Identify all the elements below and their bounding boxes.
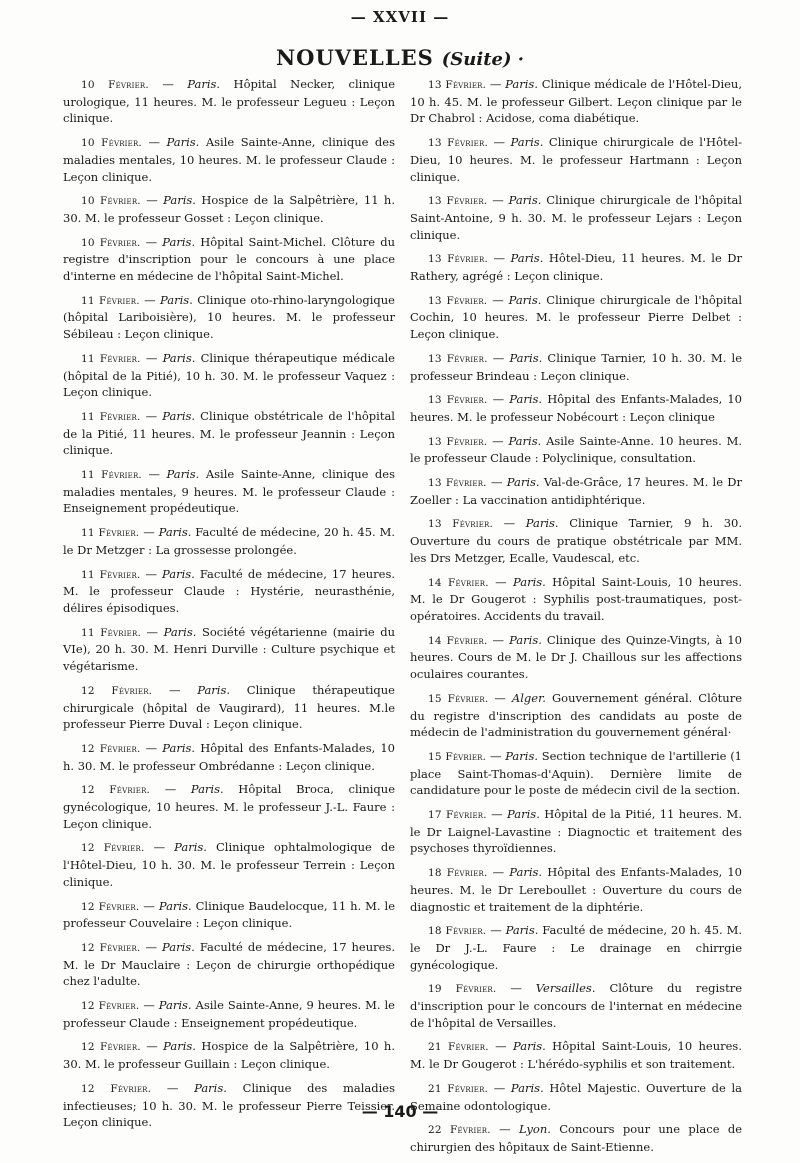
entry-text: Hôtel Majestic. Ouverture de la Semaine odontologique. bbox=[410, 1080, 743, 1113]
entry-city: Paris. bbox=[162, 939, 195, 954]
entry-date: 18 Février. bbox=[428, 925, 487, 938]
entry-city: Paris. bbox=[505, 77, 538, 91]
entry-date: 12 Février. bbox=[81, 900, 140, 913]
entry-text: Hôtel-Dieu, 11 heures. M. le Dr Rathery, agrégé : Leçon clinique. bbox=[410, 251, 742, 284]
news-entry: 13 Février. — Paris. Clinique Tarnier, 9 h. 30. Ouverture du cours de pratique obstétricale par MM. les Drs Metzger, Ecalle, Vaudescal, etc. bbox=[410, 516, 743, 565]
news-entry: 10 Février. — Paris. Hôpital Saint-Michel. Clôture du registre d'inscription pour le concours à une place d'interne en médecine de l'hôpital Saint-Michel. bbox=[63, 234, 395, 284]
entry-city: Paris. bbox=[508, 433, 542, 448]
page-heading bbox=[0, 45, 800, 70]
entry-city: Paris. bbox=[505, 923, 539, 938]
entry-city: Paris. bbox=[166, 467, 200, 482]
entry-text: Asile Sainte-Anne, clinique des maladies mentales, 10 heures. M. le professeur Claude : Leçon clinique. bbox=[63, 135, 395, 184]
entry-date: 13 Février. bbox=[428, 294, 488, 307]
entry-text: Hôpital des Enfants-Malades, 10 heures. M. le professeur Nobécourt : Leçon clinique bbox=[410, 392, 742, 424]
entry-date: 13 Février. bbox=[428, 518, 494, 531]
entry-date: 11 Février. bbox=[81, 294, 140, 307]
entry-city: Paris. bbox=[163, 624, 197, 639]
entry-city: Paris. bbox=[508, 193, 542, 208]
entry-city: Paris. bbox=[160, 292, 193, 307]
entry-city: Paris. bbox=[194, 1080, 227, 1095]
entry-date: 14 Février. bbox=[428, 576, 489, 589]
roman-page-number: — XXVII — bbox=[350, 8, 450, 26]
news-entry: 12 Février. — Paris. Asile Sainte-Anne, 9 heures. M. le professeur Claude : Enseignement propédeutique. bbox=[63, 998, 395, 1030]
entry-text: Faculté de médecine, 17 heures. M. le Dr Mauclaire : Leçon de chirurgie orthopédique chez l'adulte. bbox=[63, 939, 396, 989]
entry-city: Paris. bbox=[162, 408, 196, 423]
entry-city: Lyon. bbox=[518, 1122, 551, 1137]
news-entry: 12 Février. — Paris. Hôpital des Enfants-Malades, 10 h. 30. M. le professeur Ombrédanne : Leçon clinique. bbox=[63, 740, 395, 773]
entry-city: Paris. bbox=[174, 840, 207, 855]
entry-city: Paris. bbox=[158, 998, 192, 1013]
entry-date: 18 Février. bbox=[428, 867, 488, 880]
entry-date: 12 Février. bbox=[81, 842, 145, 855]
news-entry: 15 Février. — Alger. Gouvernement général. Clôture du registre d'inscription des candidats au poste de médecin de l'administration du gouvernement général· bbox=[410, 690, 743, 740]
entry-city: Paris. bbox=[510, 135, 544, 150]
left-column bbox=[63, 76, 395, 1138]
entry-city: Paris. bbox=[162, 234, 196, 249]
entry-text: Asile Sainte-Anne. 10 heures. M. le professeur Claude : Polyclinique, consultation. bbox=[410, 433, 742, 466]
entry-date: 10 Février. bbox=[81, 236, 141, 249]
entry-text: Gouvernement général. Clôture du registre d'inscription des candidats au poste de médecin de l'administration du gouvernement général· bbox=[410, 690, 743, 740]
entry-city: Paris. bbox=[197, 682, 231, 697]
heading-title: NOUVELLES bbox=[275, 45, 434, 70]
entry-date: 12 Février. bbox=[81, 941, 141, 954]
news-entry: 13 Février. — Paris. Clinique Tarnier, 10 h. 30. M. le professeur Brindeau : Leçon clinique. bbox=[410, 350, 742, 383]
news-entry: 12 Février. — Paris. Faculté de médecine, 17 heures. M. le Dr Mauclaire : Leçon de chirurgie orthopédique chez l'adulte. bbox=[63, 939, 396, 989]
entry-date: 11 Février. bbox=[81, 469, 142, 482]
entry-city: Paris. bbox=[163, 1039, 196, 1054]
entry-text: Société végétarienne (mairie du VIe), 20 h. 30. M. Henri Durville : Culture psychique et végétarisme. bbox=[63, 624, 395, 674]
entry-text: Hospice de la Salpêtrière, 10 h. 30. M. le professeur Guillain : Leçon clinique. bbox=[63, 1039, 395, 1072]
news-entry: 19 Février. — Versailles. Clôture du registre d'inscription pour le concours de l'internat en médecine de l'hôpital de Versailles. bbox=[410, 981, 742, 1030]
news-entry: 11 Février. — Paris. Clinique oto-rhino-laryngologique (hôpital Lariboisière), 10 heures. M. le professeur Sébileau : Leçon clinique. bbox=[63, 292, 395, 342]
entry-date: 13 Février. bbox=[428, 79, 487, 91]
news-entry: 22 Février. — Lyon. Concours pour une place de chirurgien des hôpitaux de Saint-Etienne. bbox=[410, 1122, 743, 1154]
news-entry: 11 Février. — Paris. Asile Sainte-Anne, clinique des maladies mentales, 9 heures. M. le professeur Claude : Enseignement propédeutique. bbox=[63, 467, 395, 516]
news-entry: 12 Février. — Paris. Clinique des maladies infectieuses; 10 h. 30. M. le professeur Pierre Teissier. Leçon clinique. bbox=[63, 1080, 395, 1130]
news-entry: 12 Février. — Paris. Clinique Baudelocque, 11 h. M. le professeur Couvelaire : Leçon clinique. bbox=[63, 898, 396, 931]
news-entry: 13 Février. — Paris. Clinique chirurgicale de l'Hôtel-Dieu, 10 heures. M. le professeur Hartmann : Leçon clinique. bbox=[410, 135, 742, 184]
news-entry: 13 Février. — Paris. Clinique chirurgicale de l'hôpital Cochin, 10 heures. M. le professeur Pierre Delbet : Leçon clinique. bbox=[410, 292, 743, 342]
news-entry: 11 Février. — Paris. Faculté de médecine, 17 heures. M. le professeur Claude : Hystérie, neurasthénie, délires épisodiques. bbox=[63, 566, 396, 615]
entry-text: Hôpital Necker, clinique urologique, 11 heures. M. le professeur Legueu : Leçon clinique. bbox=[63, 77, 395, 126]
entry-date: 21 Février. bbox=[428, 1041, 489, 1054]
news-entry: 11 Février. — Paris. Société végétarienne (mairie du VIe), 20 h. 30. M. Henri Durville : Culture psychique et végétarisme. bbox=[63, 624, 395, 674]
news-entry: 11 Février. — Paris. Faculté de médecine, 20 h. 45. M. le Dr Metzger : La grossesse prolongée. bbox=[63, 525, 396, 557]
entry-date: 19 Février. bbox=[428, 983, 497, 996]
news-entry: 13 Février. — Paris. Clinique chirurgicale de l'hôpital Saint-Antoine, 9 h. 30. M. le professeur Lejars : Leçon clinique. bbox=[410, 193, 743, 242]
entry-text: Section technique de l'artillerie (1 place Saint-Thomas-d'Aquin). Dernière limite de candidature pour le poste de médecin civil de la section. bbox=[410, 748, 742, 798]
news-entry: 14 Février. — Paris. Hôpital Saint-Louis, 10 heures. M. le Dr Gougerot : Syphilis post-traumatiques, post-opératoires. Accidents du travail. bbox=[410, 574, 742, 623]
entry-date: 11 Février. bbox=[81, 352, 141, 365]
entry-city: Paris. bbox=[162, 566, 195, 581]
entry-city: Paris. bbox=[513, 1039, 546, 1054]
entry-text: Faculté de médecine, 20 h. 45. M. le Dr Metzger : La grossesse prolongée. bbox=[63, 525, 396, 557]
entry-text: Clinique médicale de l'Hôtel-Dieu, 10 h. 45. M. le professeur Gilbert. Leçon clinique par le Dr Chabrol : Acidose, coma diabétique. bbox=[410, 77, 742, 126]
entry-text: Hôpital Saint-Louis, 10 heures. M. le Dr Gougerot : L'hérédo-syphilis et son traitement. bbox=[410, 1039, 742, 1072]
entry-date: 10 Février. bbox=[81, 137, 142, 150]
entry-text: Clinique oto-rhino-laryngologique (hôpital Lariboisière), 10 heures. M. le professeur Sébileau : Leçon clinique. bbox=[63, 292, 395, 342]
entry-text: Clinique des Quinze-Vingts, à 10 heures. Cours de M. le Dr J. Chaillous sur les affections oculaires courantes. bbox=[410, 632, 742, 682]
entry-city: Paris. bbox=[162, 350, 196, 365]
entry-date: 15 Février. bbox=[428, 750, 487, 763]
entry-city: Paris. bbox=[509, 350, 543, 365]
news-entry: 13 Février. — Paris. Val-de-Grâce, 17 heures. M. le Dr Zoeller : La vaccination antidiphtérique. bbox=[410, 475, 743, 507]
news-entry: 21 Février. — Paris. Hôpital Saint-Louis, 10 heures. M. le Dr Gougerot : L'hérédo-syphilis et son traitement. bbox=[410, 1039, 742, 1072]
heading-suite: (Suite) · bbox=[441, 49, 525, 70]
entry-city: Paris. bbox=[509, 865, 543, 880]
entry-city: Paris. bbox=[510, 1080, 544, 1095]
news-entry: 18 Février. — Paris. Hôpital des Enfants-Malades, 10 heures. M. le Dr Lereboullet : Ouverture du cours de diagnostic et traitement de la diphtérie. bbox=[410, 865, 742, 914]
entry-text: Clôture du registre d'inscription pour le concours de l'internat en médecine de l'hôpital de Versailles. bbox=[410, 981, 742, 1030]
entry-text: Hôpital des Enfants-Malades, 10 h. 30. M. le professeur Ombrédanne : Leçon clinique. bbox=[63, 740, 395, 773]
news-entry: 12 Février. — Paris. Hôpital Broca, clinique gynécologique, 10 heures. M. le professeur J.-L. Faure : Leçon clinique. bbox=[63, 782, 395, 831]
entry-date: 10 Février. bbox=[81, 195, 141, 208]
news-entry: 13 Février. — Paris. Asile Sainte-Anne. 10 heures. M. le professeur Claude : Polyclinique, consultation. bbox=[410, 433, 742, 466]
entry-city: Paris. bbox=[513, 574, 546, 589]
entry-date: 11 Février. bbox=[81, 626, 141, 639]
entry-text: Clinique chirurgicale de l'Hôtel-Dieu, 10 heures. M. le professeur Hartmann : Leçon clinique. bbox=[410, 135, 742, 184]
entry-text: Hôpital Saint-Louis, 10 heures. M. le Dr Gougerot : Syphilis post-traumatiques, post-opératoires. Accidents du travail. bbox=[410, 574, 742, 623]
entry-text: Hôpital Saint-Michel. Clôture du registre d'inscription pour le concours à une place d'interne en médecine de l'hôpital Saint-Michel. bbox=[63, 234, 395, 284]
entry-city: Paris. bbox=[187, 77, 221, 91]
entry-date: 12 Février. bbox=[81, 684, 153, 697]
news-entry: 15 Février. — Paris. Section technique de l'artillerie (1 place Saint-Thomas-d'Aquin). Dernière limite de candidature pour le poste de médecin civil de la section. bbox=[410, 748, 742, 798]
entry-text: Asile Sainte-Anne, 9 heures. M. le professeur Claude : Enseignement propédeutique. bbox=[63, 998, 395, 1030]
entry-text: Hôpital de la Pitié, 11 heures. M. le Dr Laignel-Lavastine : Diagnoctic et traitement des psychoses thyroïdiennes. bbox=[410, 807, 742, 856]
entry-date: 13 Février. bbox=[428, 477, 487, 490]
entry-text: Clinique chirurgicale de l'hôpital Saint-Antoine, 9 h. 30. M. le professeur Lejars : Leçon clinique. bbox=[410, 193, 743, 242]
news-entry: 11 Février. — Paris. Clinique obstétricale de l'hôpital de la Pitié, 11 heures. M. le professeur Jeannin : Leçon clinique. bbox=[63, 408, 395, 458]
news-entry: 10 Février. — Paris. Hôpital Necker, clinique urologique, 11 heures. M. le professeur Legueu : Leçon clinique. bbox=[63, 77, 395, 126]
entry-text: Clinique Tarnier, 9 h. 30. Ouverture du cours de pratique obstétricale par MM. les Drs Metzger, Ecalle, Vaudescal, etc. bbox=[410, 516, 743, 565]
entry-city: Paris. bbox=[190, 782, 224, 797]
entry-text: Faculté de médecine, 17 heures. M. le professeur Claude : Hystérie, neurasthénie, délires épisodiques. bbox=[63, 566, 396, 615]
news-entry: 21 Février. — Paris. Hôtel Majestic. Ouverture de la Semaine odontologique. bbox=[410, 1080, 743, 1113]
entry-text: Clinique thérapeutique chirurgicale (hôpital de Vaugirard), 11 heures. M.le professeur Pierre Duval : Leçon clinique. bbox=[63, 682, 395, 732]
entry-text: Clinique thérapeutique médicale (hôpital de la Pitié), 10 h. 30. M. le professeur Vaquez : Leçon clinique. bbox=[63, 350, 395, 400]
entry-date: 12 Février. bbox=[81, 742, 141, 755]
news-entry: 10 Février. — Paris. Hospice de la Salpêtrière, 11 h. 30. M. le professeur Gosset : Leçon clinique. bbox=[63, 193, 395, 225]
entry-date: 12 Février. bbox=[81, 1000, 140, 1013]
entry-text: Clinique chirurgicale de l'hôpital Cochin, 10 heures. M. le professeur Pierre Delbet : Leçon clinique. bbox=[410, 292, 743, 342]
entry-date: 10 Février. bbox=[81, 79, 149, 91]
entry-date: 11 Février. bbox=[81, 410, 141, 423]
entry-city: Paris. bbox=[510, 251, 544, 266]
entry-date: 21 Février. bbox=[428, 1082, 489, 1095]
entry-text: Clinique obstétricale de l'hôpital de la Pitié, 11 heures. M. le professeur Jeannin : Leçon clinique. bbox=[63, 408, 395, 458]
entry-city: Paris. bbox=[162, 740, 196, 755]
entry-city: Paris. bbox=[508, 292, 542, 307]
entry-date: 13 Février. bbox=[428, 352, 488, 365]
entry-date: 13 Février. bbox=[428, 435, 488, 448]
news-entry: 14 Février. — Paris. Clinique des Quinze-Vingts, à 10 heures. Cours de M. le Dr J. Chaillous sur les affections oculaires courantes. bbox=[410, 632, 742, 682]
entry-date: 11 Février. bbox=[81, 568, 141, 581]
entry-date: 15 Février. bbox=[428, 692, 489, 705]
entry-text: Hospice de la Salpêtrière, 11 h. 30. M. le professeur Gosset : Leçon clinique. bbox=[63, 193, 395, 225]
right-column bbox=[410, 76, 742, 1163]
entry-city: Paris. bbox=[509, 632, 542, 647]
entry-city: Paris. bbox=[166, 135, 200, 150]
entry-city: Versailles. bbox=[535, 981, 596, 996]
entry-date: 12 Février. bbox=[81, 784, 151, 797]
entry-city: Paris. bbox=[509, 392, 543, 407]
news-entry: 10 Février. — Paris. Asile Sainte-Anne, clinique des maladies mentales, 10 heures. M. le professeur Claude : Leçon clinique. bbox=[63, 135, 395, 184]
news-entry: 12 Février. — Paris. Clinique thérapeutique chirurgicale (hôpital de Vaugirard), 11 heures. M.le professeur Pierre Duval : Leçon clinique. bbox=[63, 682, 395, 732]
page-number: — 140 — bbox=[361, 1102, 439, 1121]
entry-text: Clinique des maladies infectieuses; 10 h. 30. M. le professeur Pierre Teissier. Leçon clinique. bbox=[63, 1080, 395, 1130]
entry-city: Paris. bbox=[163, 193, 196, 208]
news-entry: 13 Février. — Paris. Hôtel-Dieu, 11 heures. M. le Dr Rathery, agrégé : Leçon clinique. bbox=[410, 251, 742, 284]
news-entry: 18 Février. — Paris. Faculté de médecine, 20 h. 45. M. le Dr J.-L. Faure : Le drainage en chirrgie gynécologique. bbox=[410, 923, 743, 972]
news-entry: 12 Février. — Paris. Clinique ophtalmologique de l'Hôtel-Dieu, 10 h. 30. M. le professeur Terrein : Leçon clinique. bbox=[63, 840, 396, 889]
entry-city: Alger. bbox=[511, 690, 546, 705]
entry-text: Clinique Tarnier, 10 h. 30. M. le professeur Brindeau : Leçon clinique. bbox=[410, 350, 742, 383]
entry-text: Faculté de médecine, 20 h. 45. M. le Dr J.-L. Faure : Le drainage en chirrgie gynécologique. bbox=[410, 923, 743, 972]
entry-date: 14 Février. bbox=[428, 634, 488, 647]
entry-text: Val-de-Grâce, 17 heures. M. le Dr Zoeller : La vaccination antidiphtérique. bbox=[410, 475, 743, 507]
entry-date: 13 Février. bbox=[428, 253, 488, 266]
entry-text: Hôpital Broca, clinique gynécologique, 10 heures. M. le professeur J.-L. Faure : Leçon clinique. bbox=[63, 782, 395, 831]
news-entry: 17 Février. — Paris. Hôpital de la Pitié, 11 heures. M. le Dr Laignel-Lavastine : Diagnoctic et traitement des psychoses thyroïdiennes. bbox=[410, 807, 742, 856]
entry-date: 22 Février. bbox=[428, 1124, 491, 1137]
entry-city: Paris. bbox=[158, 525, 192, 540]
entry-city: Paris. bbox=[525, 516, 559, 531]
entry-city: Paris. bbox=[505, 748, 538, 763]
news-entry: 13 Février. — Paris. Hôpital des Enfants-Malades, 10 heures. M. le professeur Nobécourt : Leçon clinique bbox=[410, 392, 742, 424]
entry-city: Paris. bbox=[507, 807, 540, 822]
news-entry: 12 Février. — Paris. Hospice de la Salpêtrière, 10 h. 30. M. le professeur Guillain : Leçon clinique. bbox=[63, 1039, 395, 1072]
entry-date: 13 Février. bbox=[428, 137, 488, 150]
entry-date: 17 Février. bbox=[428, 809, 487, 822]
entry-text: Hôpital des Enfants-Malades, 10 heures. M. le Dr Lereboullet : Ouverture du cours de diagnostic et traitement de la diphtérie. bbox=[410, 865, 742, 914]
entry-date: 13 Février. bbox=[428, 195, 488, 208]
entry-date: 12 Février. bbox=[81, 1041, 141, 1054]
news-entry: 11 Février. — Paris. Clinique thérapeutique médicale (hôpital de la Pitié), 10 h. 30. M. le professeur Vaquez : Leçon clinique. bbox=[63, 350, 395, 400]
entry-text: Clinique Baudelocque, 11 h. M. le professeur Couvelaire : Leçon clinique. bbox=[63, 898, 396, 931]
entry-date: 11 Février. bbox=[81, 527, 140, 540]
entry-date: 12 Février. bbox=[81, 1082, 152, 1095]
entry-date: 13 Février. bbox=[428, 394, 488, 407]
news-entry: 13 Février. — Paris. Clinique médicale de l'Hôtel-Dieu, 10 h. 45. M. le professeur Gilbert. Leçon clinique par le Dr Chabrol : Acidose, coma diabétique. bbox=[410, 77, 742, 126]
entry-text: Clinique ophtalmologique de l'Hôtel-Dieu, 10 h. 30. M. le professeur Terrein : Leçon clinique. bbox=[63, 840, 396, 889]
entry-text: Concours pour une place de chirurgien des hôpitaux de Saint-Etienne. bbox=[410, 1122, 743, 1154]
entry-text: Asile Sainte-Anne, clinique des maladies mentales, 9 heures. M. le professeur Claude : Enseignement propédeutique. bbox=[63, 467, 395, 516]
entry-city: Paris. bbox=[506, 475, 540, 490]
entry-city: Paris. bbox=[158, 898, 192, 913]
